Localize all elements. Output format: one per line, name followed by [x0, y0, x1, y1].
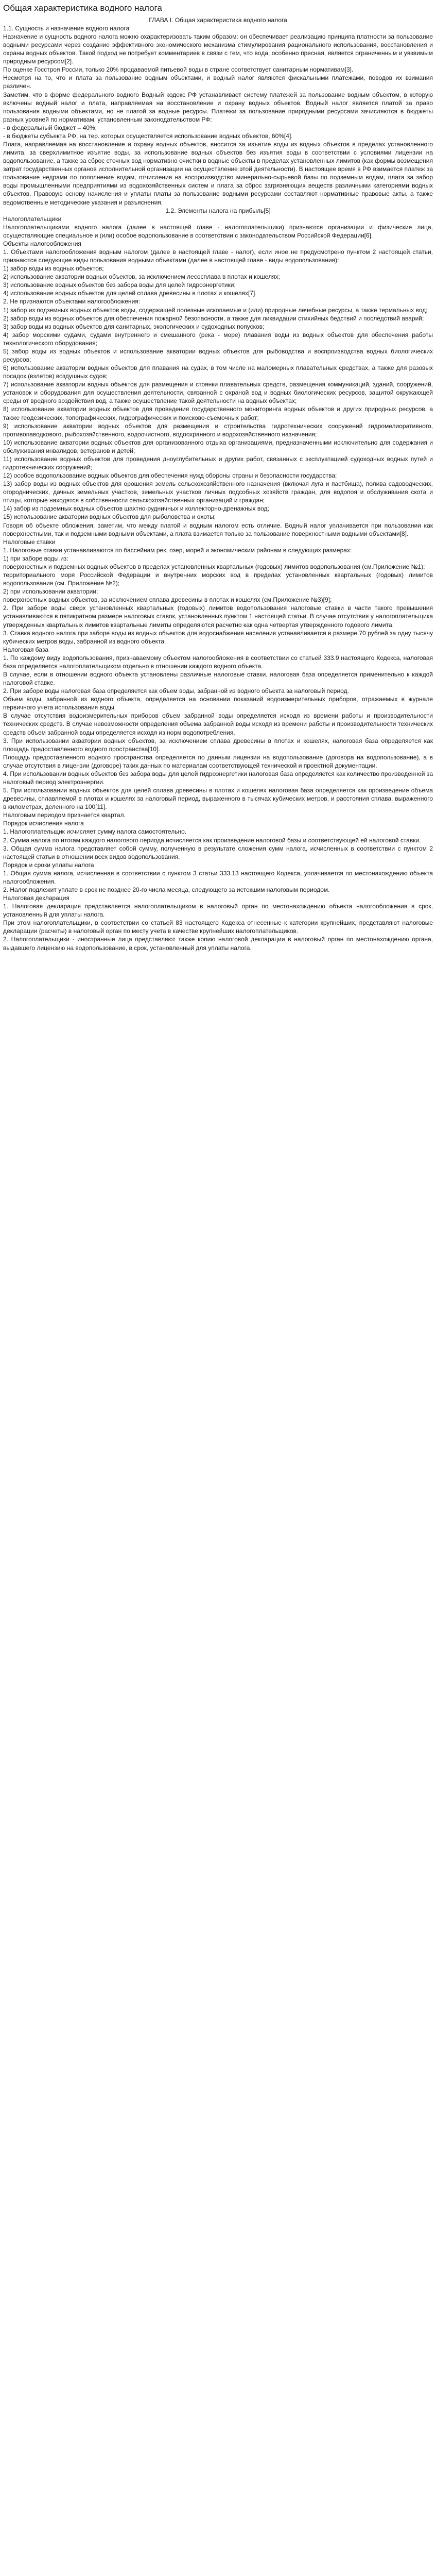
paragraph: Площадь предоставленного водного пространства определяется по данным лицензии на водопользование (договора на водопользование), а в случае отсутствия в лицензии (договоре) таких данных по материалам соответствующей технической и проектной документации.: [3, 753, 433, 769]
document-body: [3, 16, 433, 952]
section-heading: Налоговая база: [3, 646, 48, 653]
paragraph: 3) использование водных объектов без забора воды для целей гидроэнергетики;: [3, 281, 236, 289]
paragraph: 15) использование акватории водных объектов для рыболовства и охоты;: [3, 513, 216, 521]
paragraph: 1. Налогоплательщик исчисляет сумму налога самостоятельно.: [3, 828, 187, 836]
section-heading: ГЛАВА I. Общая характеристика водного налога: [149, 16, 287, 24]
document-page: [0, 0, 436, 957]
paragraph: 2. Налог подлежит уплате в срок не позднее 20-го числа месяца, следующего за истекшим налоговым периодом.: [3, 886, 330, 893]
paragraph: 1) забор воды из водных объектов;: [3, 265, 104, 273]
paragraph: Заметим, что в форме федерального водного Водный кодекс РФ устанавливает систему платежей за пользование водным объектом, в которую включены водный налог и плата, направляемая на восстановление и охрану водных объектов. Водный налог является платой за право пользования водными объектами, но не платой за водные ресурсы. Платежи за пользование природными ресурсами зачисляются в бюджеты разных уровней по нормативам, установленным законодательством РФ:: [3, 91, 433, 123]
paragraph: При этом налогоплательщики, в соответствии со статьей 83 настоящего Кодекса отнесенные к категории крупнейших, представляют налоговые декларации (расчеты) в налоговый орган по месту учета в качестве крупнейших налогоплательщиков.: [3, 919, 433, 935]
section-heading: Налоговым периодом признается квартал.: [3, 811, 126, 819]
paragraph: 1) забор из подземных водных объектов воды, содержащей полезные ископаемые и (или) природные лечебные ресурсы, а также термальных вод;: [3, 306, 428, 314]
paragraph: Несмотря на то, что и плата за пользование водным объектами, и водный налог являются фискальными платежами, поводов их взимания различен.: [3, 74, 433, 90]
paragraph: Говоря об объекте обложения, заметим, что между платой и водным налогом есть отличие. Водный налог уплачивается при пользовании как поверхностными, так и подземными водными объектами, а плата взимается только за пользование поверхностными водными объектами[8].: [3, 521, 433, 537]
paragraph: 9) использование акватории водных объектов для размещения и строительства гидротехнических сооружений гидромелиоративного, противопаводкового, рыбохозяйственного, водоочистного, водоохранного и водохозяйственного назначения;: [3, 422, 433, 438]
paragraph: 3. Ставка водного налога при заборе воды из водных объектов для водоснабжения населения устанавливается в размере 70 рублей за одну тысячу кубических метров воды, забранной из водного объекта.: [3, 629, 433, 645]
paragraph: 3. При использовании акватории водных объектов, за исключением сплава древесины в плотах и кошелях, налоговая база определяется как площадь предоставленного водного пространства[10].: [3, 737, 433, 753]
section-heading: Налогоплательщики: [3, 215, 62, 223]
paragraph: - в федеральный бюджет – 40%;: [3, 124, 97, 131]
section-heading: Объекты налогообложения: [3, 240, 81, 247]
paragraph: 6) использование акватории водных объектов для плавания на судах, в том числе на маломерных плавательных средствах, а также для разовых посадок (взлетов) воздушных судов;: [3, 364, 433, 380]
paragraph: 1. Налоговые ставки устанавливаются по бассейнам рек, озер, морей и экономическим районам в следующих размерах:: [3, 546, 352, 554]
paragraph: 1. Общая сумма налога, исчисленная в соответствии с пунктом 3 статьи 333.13 настоящего Кодекса, уплачивается по местонахождению объекта налогообложения.: [3, 869, 433, 885]
paragraph: 5. При использовании водных объектов для целей сплава древесины в плотах и кошелях налоговая база определяется как произведение объема древесины, сплавляемой в плотах и кошелях за налоговый период, выраженного в тысячах кубических метров, и расстояния сплава, выраженного в километрах, деленного на 100[11].: [3, 787, 433, 811]
section-heading: Налоговая декларация: [3, 894, 69, 902]
paragraph: 1) при заборе воды из:: [3, 554, 68, 562]
paragraph: Назначение и сущность водного налога можно охарактеризовать таким образом: он обеспечивает реализацию принципа платности за пользование водными ресурсами через создание эффективного экономического механизма стимулирования рационального использования, восстановления и охраны водных объектов. Такой подход не потребует комментариев в связи с тем, что вода, особенно пресная, является ограниченным и уязвимым природным ресурсом[2].: [3, 32, 433, 65]
paragraph: - в бюджеты субъекта РФ, на тер. которых осуществляется использование водных объектов, 60%[4].: [3, 132, 293, 140]
paragraph: 14) забор из подземных водных объектов шахтно-рудничных и коллекторно-дренажных вод;: [3, 505, 269, 513]
paragraph: территориального моря Российской Федерации и внутренних морских вод в пределах установленных квартальных (годовых) лимитов водопользования (см. Приложение №2);: [3, 571, 433, 587]
paragraph: 7) использование акватории водных объектов для размещения и стоянки плавательных средств, размещения коммуникаций, зданий, сооружений, установок и оборудования для осуществления деятельности, связанной с охраной вод и водных биологических ресурсов, защитой окружающей среды от вредного воздействия вод, а также осуществление такой деятельности на водных объектах;: [3, 381, 433, 405]
paragraph: В случае отсутствия водоизмерительных приборов объем забранной воды определяется исходя из времени работы и производительности технических средств. В случае невозможности определения объема забранной воды исходя из времени работы и производительности технических средств объем забранной воды определяется исходя из норм водопотребления.: [3, 712, 433, 736]
paragraph: 1. По каждому виду водопользования, признаваемому объектом налогообложения в соответствии со статьей 333.9 настоящего Кодекса, налоговая база определяется налогоплательщиком отдельно в отношении каждого водного объекта.: [3, 654, 433, 670]
paragraph: Объем воды, забранной из водного объекта, определяется на основании показаний водоизмерительных приборов, отражаемых в журнале первичного учета использования воды.: [3, 696, 433, 711]
paragraph: 12) особое водопользование водных объектов для обеспечения нужд обороны страны и безопасности государства;: [3, 472, 337, 480]
page-title: Общая характеристика водного налога: [3, 3, 162, 13]
paragraph: 3) забор воды из водных объектов для санитарных, экологических и судоходных попусков;: [3, 323, 265, 330]
paragraph: 4. При использовании водных объектов без забора воды для целей гидроэнергетики налоговая база определяется как количество произведенной за налоговый период электроэнергии.: [3, 770, 433, 786]
paragraph: В случае, если в отношении водного объекта установлены различные налоговые ставки, налоговая база определяется применительно к каждой налоговой ставке.: [3, 670, 433, 687]
paragraph: Налогоплательщиками водного налога (далее в настоящей главе - налогоплательщики) признаются организации и физические лица, осуществляющие специальное и (или) особое водопользование в соответствии с законодательством Российской Федерации[6].: [3, 223, 433, 239]
paragraph: 2. При заборе воды налоговая база определяется как объем воды, забранной из водного объекта за налоговый период.: [3, 687, 349, 695]
section-heading: 1.2. Элементы налога на прибыль[5]: [165, 207, 271, 214]
section-heading: Порядок исчисления налога: [3, 820, 84, 827]
paragraph: 5) забор воды из водных объектов и использование акватории водных объектов для рыбоводства и воспроизводства водных биологических ресурсов;: [3, 347, 433, 363]
paragraph: По оценке Госстроя России, только 20% продаваемой питьевой воды в стране соответствует санитарным нормативам[3].: [3, 66, 354, 74]
paragraph: 2) при использовании акватории:: [3, 588, 98, 596]
paragraph: 2) забор воды из водных объектов для обеспечения пожарной безопасности, а также для ликвидации стихийных бедствий и последствий аварий;: [3, 314, 424, 322]
paragraph: 2. Сумма налога по итогам каждого налогового периода исчисляется как произведение налоговой базы и соответствующей ей налоговой ставки.: [3, 836, 421, 844]
paragraph: 10) использование акватории водных объектов для организованного отдыха организациями, предназначенными исключительно для содержания и обслуживания инвалидов, ветеранов и детей;: [3, 438, 433, 454]
paragraph: 2) использование акватории водных объектов, за исключением лесосплава в плотах и кошелях;: [3, 273, 280, 281]
section-heading: 1.1. Сущность и назначение водного налога: [3, 24, 130, 32]
paragraph: 2. При заборе воды сверх установленных квартальных (годовых) лимитов водопользования налоговые ставки в части такого превышения устанавливаются в пятикратном размере налоговых ставок, установленных пунктом 1 настоящей статьи. В случае отсутствия у налогоплательщика утвержденных квартальных лимитов квартальные лимиты определяются расчетно как одна четвертая утвержденного годового лимита.: [3, 604, 433, 629]
paragraph: Плата, направляемая на восстановление и охрану водных объектов, вносится за изъятие воды из водных объектов в пределах установленного лимита, за сверхлимитное изъятие воды, за использование водных объектов без изъятия воды в соответствии с условиями лицензии на водопользование, а также за сброс сточных вод нормативно очистки в водные объекты в пределах установленных лимитов (как формы возмещения затрат государственных органов исполнительной организации на осуществление этой деятельности). В настоящее время в РФ взимается платеж за пользование недрами по пополнение водам, отчисления на воспроизводство минерально-сырьевой базы по подземным водам, плата за забор воды промышленными предприятиями из водохозяйственных систем и плата за сброс загрязняющих веществ различными категориями водных объектов. Правовую основу начисления и уплаты платы за пользование водными ресурсами составляют нормативные правовые акты, а также ведомственные методические указания и разъяснения.: [3, 140, 433, 206]
section-heading: Порядок и сроки уплаты налога: [3, 861, 94, 869]
section-heading: Налоговые ставки: [3, 538, 56, 546]
paragraph: 8) использование акватории водных объектов для проведения государственного мониторинга водных объектов и других природных ресурсов, а также геодезических, топографических, гидрографических и поисково-съемочных работ;: [3, 405, 433, 421]
paragraph: 1. Объектами налогообложения водным налогом (далее в настоящей главе - налог), если иное не предусмотрено пунктом 2 настоящей статьи, признаются следующие виды пользования водными объектами (далее в настоящей главе - виды водопользования):: [3, 248, 433, 264]
paragraph: 4) использование водных объектов для целей сплава древесины в плотах и кошелях[7].: [3, 290, 257, 297]
paragraph: поверхностных и подземных водных объектов в пределах установленных квартальных (годовых) лимитов водопользования (см.Приложение №1);: [3, 563, 425, 570]
paragraph: 2. Не признаются объектами налогообложения:: [3, 298, 141, 306]
paragraph: 11) использование водных объектов для проведения дноуглубительных и других работ, связанных с эксплуатацией судоходных водных путей и гидротехнических сооружений;: [3, 455, 433, 471]
paragraph: 4) забор морскими судами, судами внутреннего и смешанного (река - море) плавания воды из водных объектов для обеспечения работы технологического оборудования;: [3, 331, 433, 347]
paragraph: 13) забор воды из водных объектов для орошения земель сельскохозяйственного назначения (включая луга и пастбища), полива садоводческих, огороднических, дачных земельных участков, земельных участков личных подсобных хозяйств граждан, для водопоя и обслуживания скота и птицы, которые находятся в собственности сельскохозяйственных организаций и граждан;: [3, 480, 433, 504]
paragraph: поверхностных водных объектов, за исключением сплава древесины в плотах и кошелях (см.Приложение №3)[9];: [3, 596, 332, 604]
paragraph: 1. Налоговая декларация представляется налогоплательщиком в налоговый орган по местонахождению объекта налогообложения в срок, установленный для уплаты налога.: [3, 903, 433, 919]
paragraph: 3. Общая сумма налога представляет собой сумму, полученную в результате сложения сумм налога, исчисленных в соответствии с пунктом 2 настоящей статьи в отношении всех видов водопользования.: [3, 844, 433, 860]
paragraph: 2. Налогоплательщики - иностранные лица представляют также копию налоговой декларации в налоговый орган по местонахождению органа, выдавшего лицензию на водопользование, в срок, установленный для уплаты налога.: [3, 936, 433, 952]
